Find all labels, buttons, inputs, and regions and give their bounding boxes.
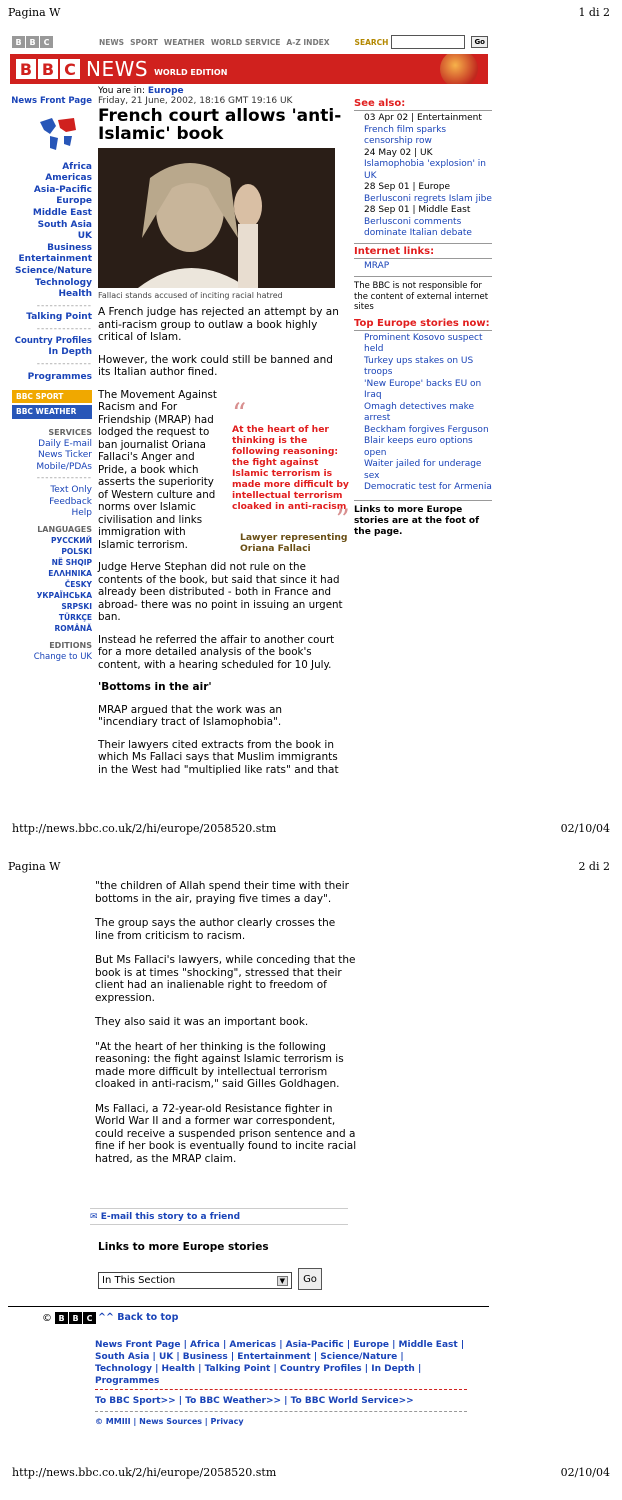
photo-caption: Fallaci stands accused of inciting racial hatred	[98, 291, 283, 300]
world-map-icon	[36, 112, 80, 156]
top-story-link[interactable]: Omagh detectives make arrest	[364, 401, 475, 423]
subheading: 'Bottoms in the air'	[98, 681, 212, 693]
paragraph: The Movement Against Racism and For Friendship (MRAP) had lodged the request to ban journalist Oriana Fallaci's Anger and Pride, a book which asserts the superiority of Western culture and norms over Islamic civilisation and links immigration with Islamic terrorism.	[98, 388, 217, 551]
sidebar-item-health[interactable]: Health	[58, 289, 92, 300]
top-story-link[interactable]: Democratic test for Armenia	[364, 482, 492, 492]
sidebar-item-front-page[interactable]: News Front Page	[11, 96, 92, 106]
bbc-news-banner[interactable]	[10, 54, 488, 84]
language-link[interactable]: SRPSKI	[61, 602, 92, 612]
bbc-copyright-logo[interactable]	[42, 1312, 96, 1324]
search-input[interactable]	[391, 35, 465, 49]
paragraph: They also said it was an important book.	[95, 1016, 309, 1028]
paragraph: Their lawyers cited extracts from the book in which Ms Fallaci says that Muslim immigrants in the West had "multiplied like rats" and that	[98, 738, 339, 776]
top-story-link[interactable]: Turkey ups stakes on US troops	[364, 355, 474, 377]
sidebar-item-americas[interactable]: Americas	[45, 173, 92, 184]
more-stories-heading: Links to more Europe stories	[98, 1241, 269, 1253]
pull-quote	[232, 397, 350, 554]
breadcrumb	[98, 86, 348, 96]
bbc-weather-link[interactable]	[10, 405, 92, 419]
language-link[interactable]: ČESKY	[64, 580, 92, 590]
see-also-link[interactable]: French film sparks censorship row	[364, 124, 447, 146]
search-label: SEARCH	[354, 37, 389, 47]
footer-nav-line[interactable]: Technology | Health | Talking Point | Country Profiles | In Depth |	[95, 1364, 422, 1374]
top-story-link[interactable]: 'New Europe' backs EU on Iraq	[364, 378, 482, 400]
globe-icon	[440, 54, 478, 84]
sidebar-item-science-nature[interactable]: Science/Nature	[15, 265, 92, 276]
banner-edition: WORLD EDITION	[154, 67, 228, 77]
language-link[interactable]: УКРАЇНСЬКА	[36, 591, 92, 601]
nav-sport[interactable]: SPORT	[130, 37, 158, 47]
nav-az-index[interactable]: A-Z INDEX	[286, 37, 330, 47]
back-to-top-link[interactable]: ^^ Back to top	[98, 1312, 179, 1323]
see-also-link[interactable]: Berlusconi regrets Islam jibe	[364, 193, 492, 204]
nav-weather[interactable]: WEATHER	[163, 37, 205, 47]
paragraph: But Ms Fallaci's lawyers, while conceding that the book is at times "shocking", stressed that their client had an inalienable right to freedom of expression.	[95, 954, 356, 1004]
nav-news[interactable]: NEWS	[99, 37, 125, 47]
bbc-sport-link[interactable]	[10, 390, 92, 404]
sidebar-item-feedback[interactable]: Feedback	[49, 496, 92, 507]
paragraph: "the children of Allah spend their time with their bottoms in the air, praying five times a day".	[95, 880, 349, 905]
sidebar-item-in-depth[interactable]: In Depth	[48, 347, 92, 358]
chevron-down-icon: ▼	[277, 1276, 288, 1286]
article-date: Friday, 21 June, 2002, 18:16 GMT 19:16 UK	[98, 96, 293, 106]
breadcrumb-europe-link[interactable]: Europe	[147, 86, 184, 96]
sidebar-item-text-only[interactable]: Text Only	[50, 485, 92, 496]
bbc-letter: B	[69, 1312, 82, 1324]
envelope-icon: ✉	[90, 1212, 101, 1222]
see-also-meta: 28 Sep 01 | Middle East	[364, 205, 471, 215]
sidebar-item-programmes[interactable]: Programmes	[27, 372, 92, 383]
bbc-weather-label: BBC WEATHER	[12, 405, 92, 419]
sidebar-item-technology[interactable]: Technology	[35, 277, 92, 288]
sidebar-item-entertainment[interactable]: Entertainment	[18, 254, 92, 265]
breadcrumb-label: You are in:	[98, 86, 148, 96]
sidebar-item-middle-east[interactable]: Middle East	[32, 207, 92, 218]
internet-links-heading: Internet links:	[354, 245, 435, 257]
services-heading: SERVICES	[48, 428, 92, 438]
search-go-button[interactable]: Go	[471, 36, 488, 48]
see-also-link[interactable]: Berlusconi comments dominate Italian debate	[364, 216, 472, 238]
banner-news: NEWS	[86, 57, 149, 81]
print-footer-date: 02/10/04	[560, 1466, 610, 1479]
footer-nav-line[interactable]: Programmes	[95, 1376, 160, 1386]
paragraph: "At the heart of her thinking is the following reasoning: the fight against Islamic terrorism is made more difficult by intellectual terrorism cloaked in anti-racism," said Gilles Goldhagen.	[95, 1040, 344, 1090]
sidebar-item-help[interactable]: Help	[71, 508, 92, 519]
languages-heading: LANGUAGES	[37, 524, 92, 534]
see-also-heading: See also:	[354, 98, 406, 109]
sidebar-item-business[interactable]: Business	[47, 242, 92, 253]
sidebar-item-country-profiles[interactable]: Country Profiles	[14, 335, 92, 346]
bbc-letter: B	[16, 59, 36, 79]
sidebar-item-uk[interactable]: UK	[77, 231, 92, 242]
open-quote-icon: “	[232, 397, 247, 430]
sidebar-item-south-asia[interactable]: South Asia	[37, 219, 92, 230]
paragraph: MRAP argued that the work was an "incendiary tract of Islamophobia".	[98, 703, 283, 728]
section-select[interactable]	[98, 1272, 292, 1289]
email-story-label: E-mail this story to a friend	[100, 1212, 241, 1222]
email-story-link[interactable]	[90, 1208, 348, 1222]
bbc-letter: B	[55, 1312, 68, 1324]
divider: -------------	[36, 358, 92, 369]
sidebar-item-talking-point[interactable]: Talking Point	[26, 312, 92, 323]
bbc-letter: B	[26, 36, 39, 48]
quote-attribution: Lawyer representing Oriana Fallaci	[240, 532, 348, 554]
print-footer-date: 02/10/04	[560, 822, 610, 835]
top-story-link[interactable]: Blair keeps euro options open	[364, 436, 473, 458]
copyright-line[interactable]: © MMIII | News Sources | Privacy	[95, 1417, 244, 1426]
language-link[interactable]: POLSKI	[61, 547, 92, 557]
footer-nav-line[interactable]: South Asia | UK | Business | Entertainment | Science/Nature |	[95, 1352, 404, 1362]
print-header-right: 2 di 2	[578, 860, 610, 873]
nav-world-service[interactable]: WORLD SERVICE	[210, 37, 281, 47]
top-story-link[interactable]: Prominent Kosovo suspect held	[364, 332, 483, 354]
top-stories-heading: Top Europe stories now:	[354, 317, 490, 329]
language-link[interactable]: TÜRKÇE	[58, 613, 92, 623]
bbc-letter: C	[60, 59, 80, 79]
print-footer-url: http://news.bbc.co.uk/2/hi/europe/2058520.stm	[12, 1466, 277, 1479]
sidebar-item-africa[interactable]: Africa	[62, 161, 92, 172]
print-header-left: Pagina W	[8, 6, 61, 19]
see-also-meta: 28 Sep 01 | Europe	[364, 182, 450, 192]
sidebar-item-news-ticker[interactable]: News Ticker	[38, 450, 92, 461]
bbc-letter: B	[12, 36, 25, 48]
bbc-sites-links[interactable]: To BBC Sport>> | To BBC Weather>> | To BBC World Service>>	[95, 1396, 414, 1406]
go-button[interactable]: Go	[298, 1268, 322, 1290]
footer-nav-line[interactable]: News Front Page | Africa | Americas | Asia-Pacific | Europe | Middle East |	[95, 1340, 465, 1350]
bbc-sport-label: BBC SPORT	[12, 390, 92, 404]
language-link[interactable]: РУССКИЙ	[51, 536, 92, 546]
external-disclaimer: The BBC is not responsible for the content of external internet sites	[354, 281, 489, 312]
sidebar-item-daily-email[interactable]: Daily E-mail	[38, 438, 92, 449]
footer-nav	[95, 1339, 475, 1387]
select-value: In This Section	[102, 1275, 176, 1286]
print-footer-url: http://news.bbc.co.uk/2/hi/europe/2058520.stm	[12, 822, 277, 835]
editions-heading: EDITIONS	[49, 641, 92, 651]
paragraph: The group says the author clearly crosses the line from criticism to racism.	[95, 917, 336, 942]
paragraph: Instead he referred the affair to another court for a more detailed analysis of the book's content, with a hearing scheduled for 10 July.	[98, 633, 335, 671]
language-link[interactable]: ROMÂNĂ	[54, 624, 92, 634]
sidebar-item-asia-pacific[interactable]: Asia-Pacific	[33, 184, 92, 195]
see-also-link[interactable]: Islamophobia 'explosion' in UK	[364, 159, 486, 181]
see-also-meta: 24 May 02 | UK	[364, 147, 433, 158]
page-title: French court allows 'anti-Islamic' book	[98, 106, 342, 144]
fallaci-photo	[98, 148, 335, 288]
print-header-right: 1 di 2	[578, 6, 610, 19]
see-also-meta: 03 Apr 02 | Entertainment	[364, 113, 482, 123]
change-edition-link[interactable]: Change to UK	[33, 652, 92, 662]
language-link[interactable]: ΕΛΛΗΝΙΚΑ	[48, 569, 92, 579]
top-story-link[interactable]: Beckham forgives Ferguson	[364, 424, 489, 435]
sidebar-item-europe[interactable]: Europe	[56, 196, 92, 207]
paragraph: However, the work could still be banned and its Italian author fined.	[98, 353, 333, 378]
paragraph: Ms Fallaci, a 72-year-old Resistance fighter in World War II and a former war correspondent, could receive a suspended prison sentence and a fine if her book is eventually found to incite racial hatred, as the MRAP claim.	[95, 1102, 357, 1165]
bbc-logo-small[interactable]	[12, 36, 53, 48]
article-continued	[95, 880, 357, 1177]
bbc-letter: B	[38, 59, 58, 79]
right-column	[354, 98, 492, 538]
print-header-left: Pagina W	[8, 860, 61, 873]
more-links-note: Links to more Europe stories are at the foot of the page.	[354, 504, 479, 537]
paragraph: Judge Herve Stephan did not rule on the contents of the book, but said that since it had already been distributed - both in France and abroad- there was no point in issuing an urgent ban.	[98, 561, 343, 623]
copyright-mark: ©	[42, 1312, 52, 1324]
divider: -------------	[36, 323, 92, 334]
close-quote-icon: ”	[335, 503, 350, 536]
top-nav-bar	[12, 34, 488, 50]
sidebar-item-mobile[interactable]: Mobile/PDAs	[36, 461, 92, 472]
mrap-link[interactable]: MRAP	[364, 260, 390, 271]
language-link[interactable]: NË SHQIP	[51, 558, 92, 568]
quote-text: At the heart of her thinking is the following reasoning: the fight against Islamic terrorism is made more difficult by intellectual terrorism cloaked in anti-racism	[232, 424, 349, 512]
left-navigation	[10, 96, 92, 664]
paragraph: A French judge has rejected an attempt by an anti-racism group to outlaw a book highly critical of Islam.	[98, 306, 339, 343]
divider: -------------	[36, 300, 92, 311]
top-story-link[interactable]: Waiter jailed for underage sex	[364, 459, 482, 481]
bbc-letter: C	[83, 1312, 96, 1324]
divider: -------------	[36, 473, 92, 484]
bbc-letter: C	[40, 36, 53, 48]
